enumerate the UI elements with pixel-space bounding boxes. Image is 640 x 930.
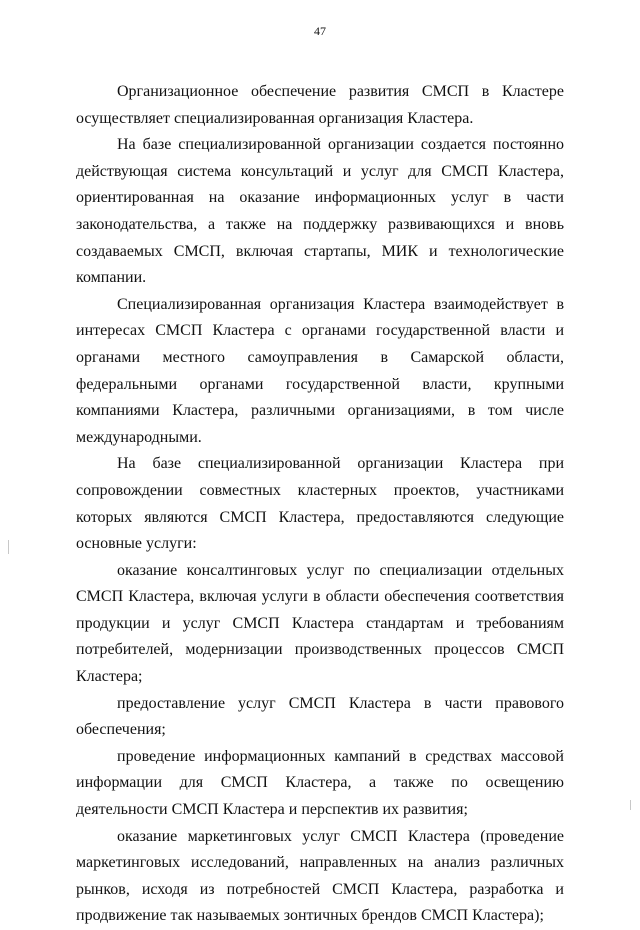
list-item: предоставление услуг СМСП Кластера в части правового обеспечения; <box>76 694 564 739</box>
paragraph: На базе специализированной организации Кластера при сопровождении совместных кластерных проектов, участниками которых являются СМСП Кластера, предоставляются следующие основные услуги: <box>76 455 564 553</box>
page-number: 47 <box>314 24 326 38</box>
scan-edge-mark <box>630 800 631 810</box>
list-item: оказание консалтинговых услуг по специализации отдельных СМСП Кластера, включая услуги в области обеспечения соответствия продукции и услуг СМСП Кластера стандартам и требованиям потребителей, модернизации производственных процессов СМСП Кластера; <box>76 561 564 686</box>
body-text <box>76 79 564 930</box>
paragraph: На базе специализированной организации создается постоянно действующая система консультаций и услуг для СМСП Кластера, ориентированная на оказание информационных услуг в части законодательства, а также на поддержку развивающихся и вновь создаваемых СМСП, включая стартапы, МИК и технологические компании. <box>76 136 564 287</box>
paragraph: Организационное обеспечение развития СМСП в Кластере осуществляет специализированная организация Кластера. <box>76 83 564 127</box>
paragraph: Специализированная организация Кластера взаимодействует в интересах СМСП Кластера с органами государственной власти и органами местного самоуправления в Самарской области, федеральными органами государственной власти, крупными компаниями Кластера, различными организациями, в том числе международными. <box>76 295 564 446</box>
scan-edge-mark <box>8 540 9 554</box>
list-item: оказание маркетинговых услуг СМСП Кластера (проведение маркетинговых исследований, направленных на анализ различных рынков, исходя из потребностей СМСП Кластера, разработка и продвижение так называемых зонтичных брендов СМСП Кластера); <box>76 827 564 925</box>
list-item: проведение информационных кампаний в средствах массовой информации для СМСП Кластера, а также по освещению деятельности СМСП Кластера и перспектив их развития; <box>76 747 564 819</box>
